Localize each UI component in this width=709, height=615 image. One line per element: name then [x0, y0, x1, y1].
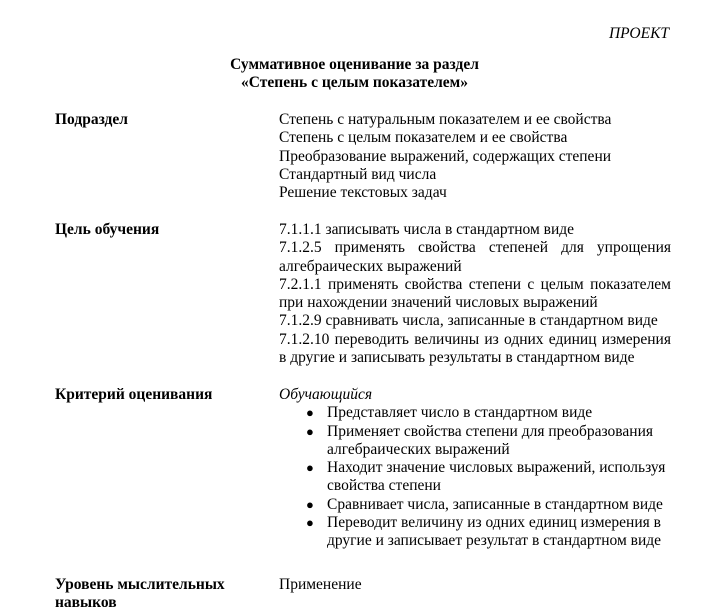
skill-value: Применение	[279, 576, 362, 593]
goal-item: 7.1.2.9 сравнивать числа, записанные в стандартном виде	[279, 312, 658, 330]
subsection-item: Решение текстовых задач	[279, 184, 447, 202]
criteria-item-text: Переводит величину из одних единиц измерения в другие и записывает результат в стандартном виде	[327, 514, 662, 550]
document-title	[0, 56, 709, 93]
criteria-item	[279, 514, 675, 551]
goals-label: Цель обучения	[55, 221, 160, 238]
criteria-heading: Обучающийся	[279, 386, 373, 403]
subsection-item: Степень с целым показателем и ее свойства	[279, 129, 568, 147]
goals-list	[279, 221, 671, 367]
goal-item: 7.1.2.5 применять свойства степеней для упрощения алгебраических выражений	[279, 239, 671, 275]
project-stamp: ПРОЕКТ	[608, 25, 669, 42]
subsection-item: Степень с натуральным показателем и ее свойства	[279, 111, 612, 128]
bullet-icon: ●	[306, 515, 314, 531]
criteria-item	[279, 404, 675, 422]
bullet-icon: ●	[306, 496, 314, 512]
criteria-item	[279, 496, 675, 514]
title-line-1: Суммативное оценивание за раздел	[230, 56, 479, 73]
skill-label: Уровень мыслительных навыков	[55, 576, 225, 612]
criteria-item-text: Находит значение числовых выражений, используя свойства степени	[327, 459, 666, 495]
goal-item: 7.1.1.1 записывать числа в стандартном виде	[279, 221, 575, 238]
criteria-label: Критерий оценивания	[55, 386, 213, 403]
bullet-icon: ●	[306, 460, 314, 476]
criteria-item-text: Применяет свойства степени для преобразования алгебраических выражений	[327, 422, 654, 458]
subsection-list	[279, 111, 671, 202]
criteria-list	[279, 404, 671, 550]
subsection-item: Преобразование выражений, содержащих степени	[279, 147, 612, 165]
goal-item: 7.1.2.10 переводить величины из одних единиц измерения в другие и записывать результаты в стандартном виде	[279, 330, 671, 367]
criteria-item-text: Представляет число в стандартном виде	[327, 404, 593, 422]
bullet-icon: ●	[306, 423, 314, 439]
bullet-icon: ●	[306, 405, 314, 421]
criteria-block	[279, 386, 671, 551]
criteria-item-text: Сравнивает числа, записанные в стандартном виде	[327, 495, 663, 513]
title-line-2: «Степень с целым показателем»	[241, 74, 468, 92]
subsection-item: Стандартный вид числа	[279, 165, 437, 183]
criteria-item	[279, 459, 675, 496]
criteria-item	[279, 423, 675, 460]
goal-item: 7.2.1.1 применять свойства степени с целым показателем при нахождении значений числовых выражений	[279, 275, 671, 312]
subsection-label: Подраздел	[55, 111, 128, 128]
